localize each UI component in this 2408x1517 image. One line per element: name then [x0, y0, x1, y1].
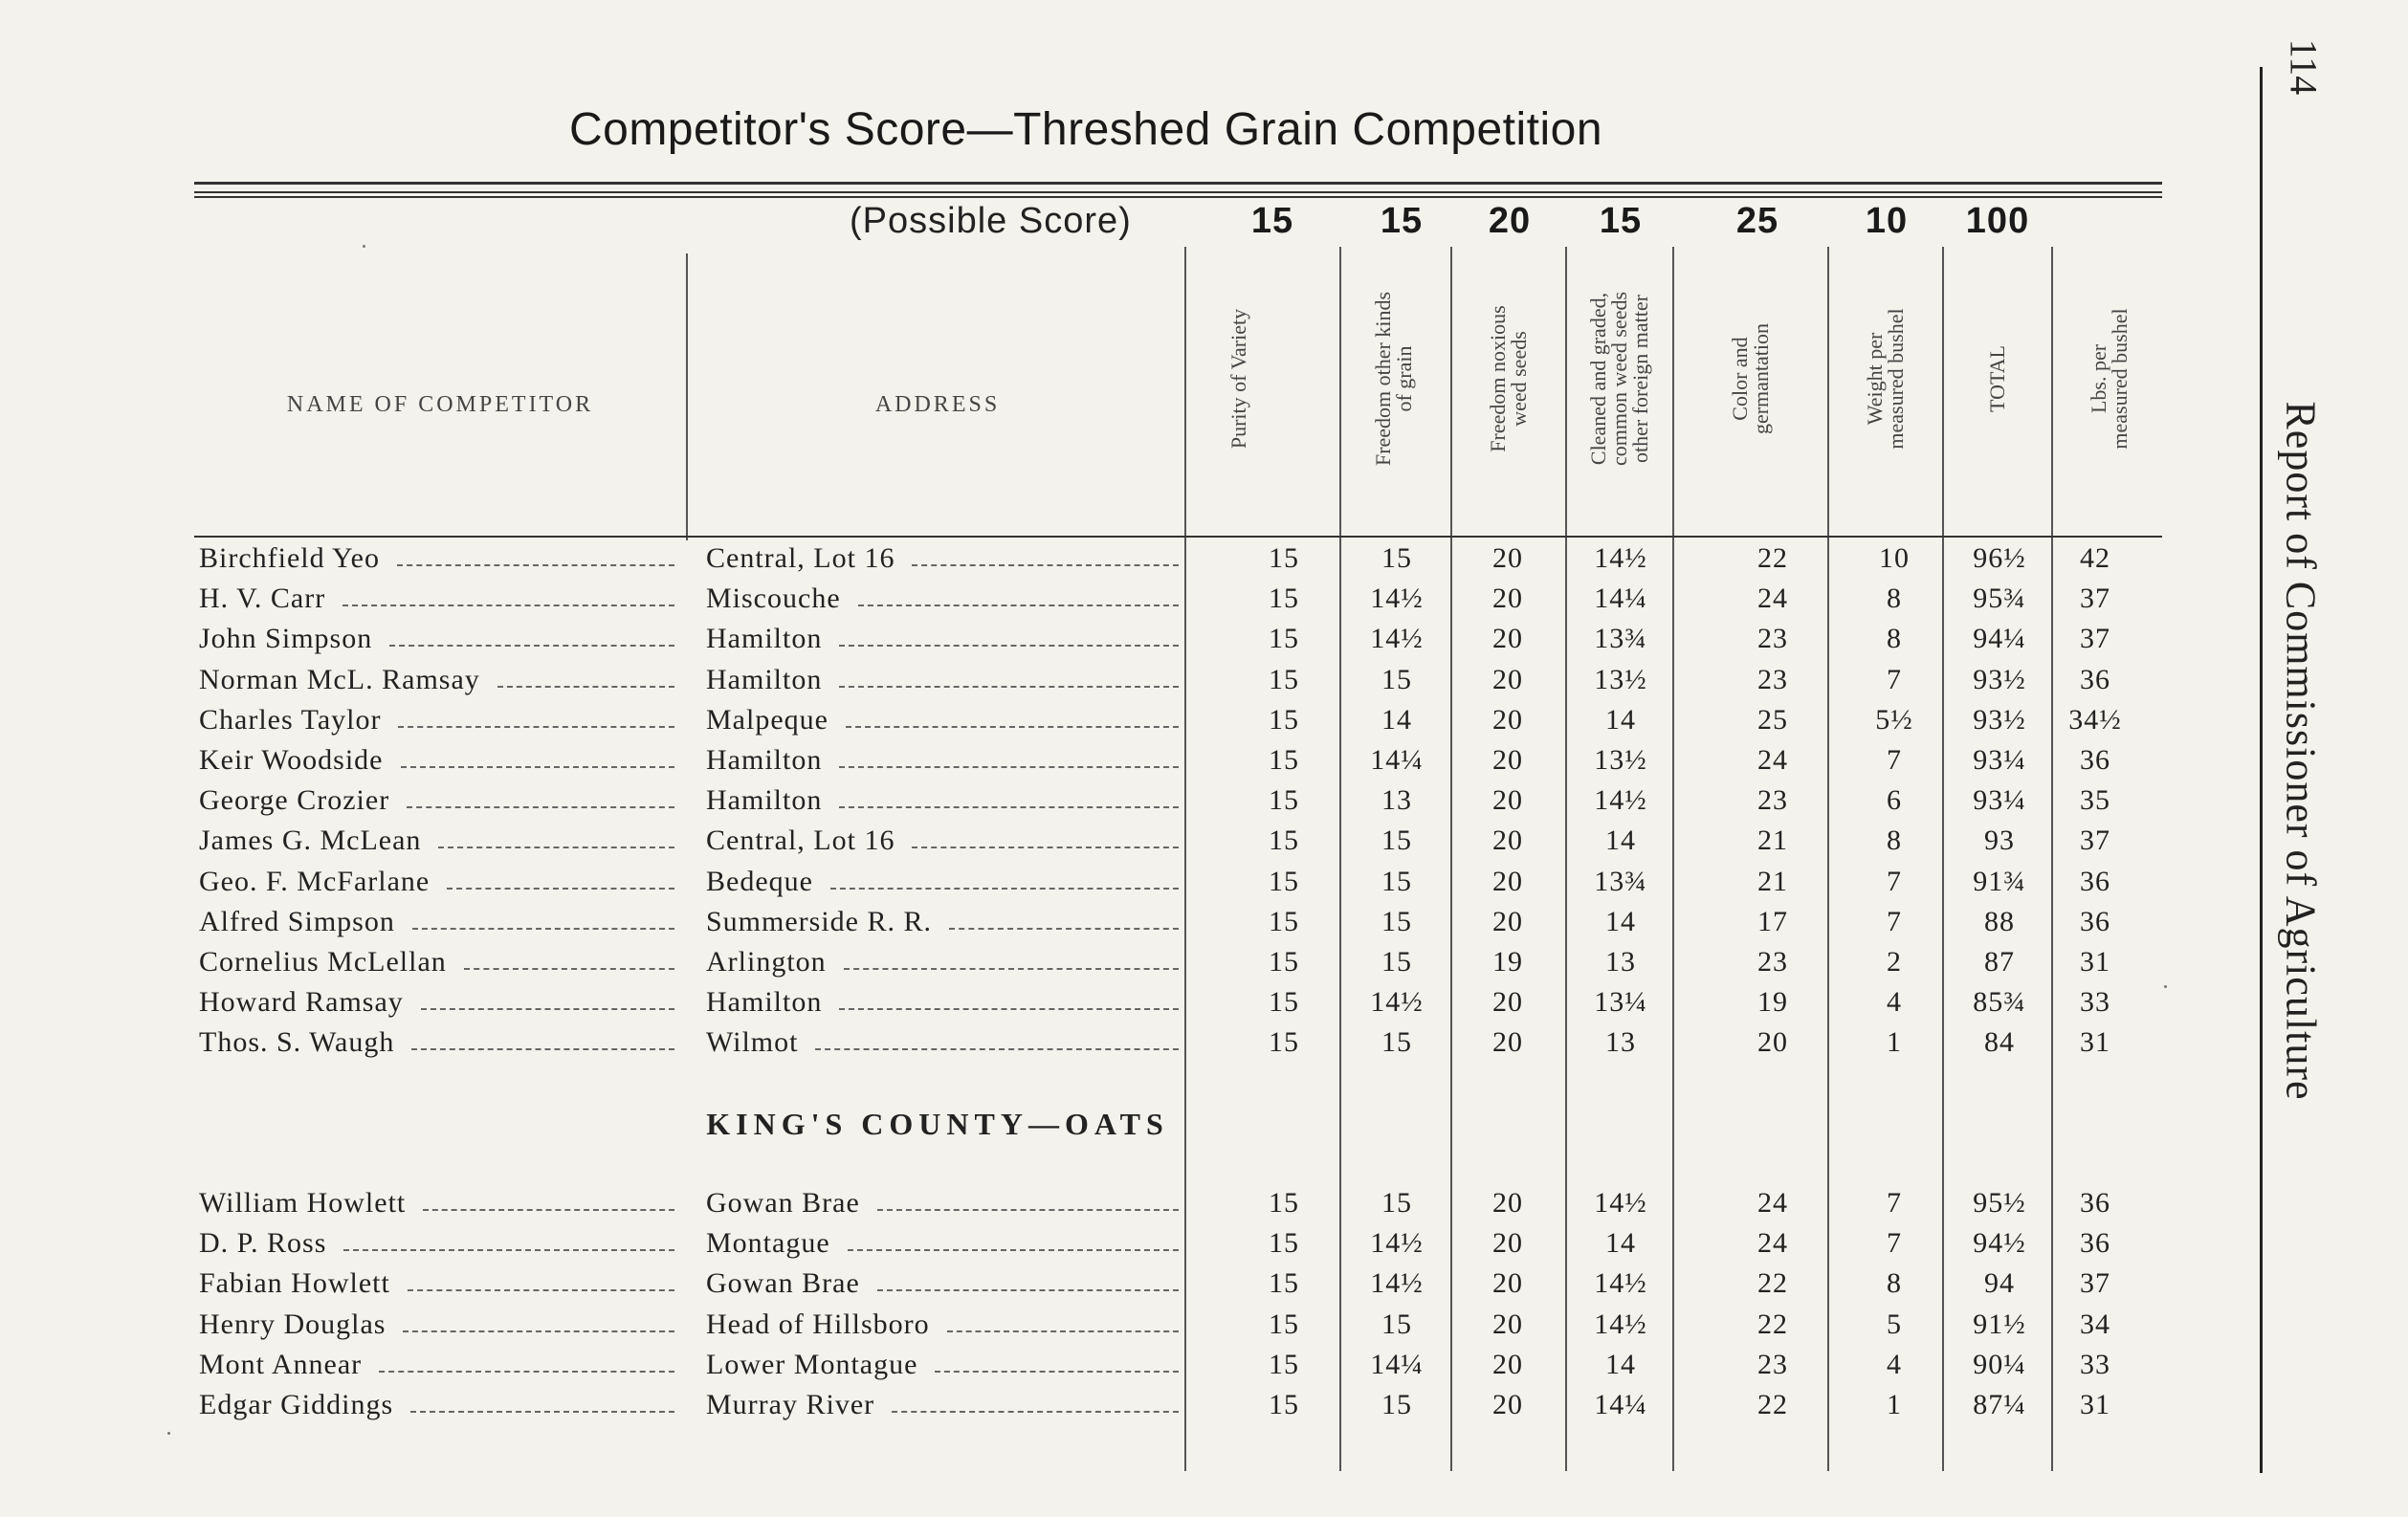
score-cell: 31 — [2080, 1389, 2110, 1420]
score-cell: 94½ — [1973, 1227, 2026, 1260]
score-cell: 19 — [1757, 986, 1788, 1019]
table-row — [0, 982, 2408, 1022]
competitor-name: H. V. Carr — [199, 583, 326, 615]
dot-leader — [401, 766, 674, 768]
score-cell: 96½ — [1973, 542, 2026, 574]
score-cell: 23 — [1757, 784, 1788, 817]
col-divider — [686, 253, 688, 540]
running-title: Report of Commissioner of Agriculture — [2277, 401, 2325, 1101]
competitor-name: Thos. S. Waugh — [199, 1026, 395, 1059]
possible-score-value: 15 — [1599, 201, 1643, 241]
score-cell: 8 — [1887, 824, 1902, 857]
dot-leader — [397, 564, 674, 566]
score-cell: 20 — [1492, 1187, 1523, 1219]
competitor-name: Henry Douglas — [199, 1308, 387, 1340]
score-cell: 88 — [1984, 905, 2015, 937]
competitor-name: Howard Ramsay — [199, 986, 404, 1019]
competitor-address: Hamilton — [706, 744, 823, 776]
competitor-name: James G. McLean — [199, 824, 422, 857]
score-cell: 85¾ — [1973, 986, 2026, 1019]
score-cell: 14½ — [1594, 1308, 1647, 1340]
table-row — [0, 1305, 2408, 1345]
score-cell: 2 — [1887, 946, 1902, 978]
score-cell: 93½ — [1973, 703, 2026, 736]
competitor-address: Wilmot — [706, 1026, 799, 1059]
score-cell: 7 — [1887, 744, 1902, 776]
table-row — [0, 700, 2408, 740]
dot-leader — [438, 846, 674, 848]
dot-leader — [839, 766, 1179, 768]
score-cell: 13 — [1605, 1026, 1636, 1059]
competitor-name: John Simpson — [199, 623, 373, 655]
score-cell: 20 — [1492, 905, 1523, 937]
score-cell: 15 — [1269, 946, 1299, 978]
score-cell: 14½ — [1370, 1227, 1424, 1260]
score-cell: 8 — [1887, 623, 1902, 655]
score-cell: 25 — [1757, 703, 1788, 736]
score-cell: 20 — [1492, 1267, 1523, 1300]
score-cell: 20 — [1492, 744, 1523, 776]
dot-leader — [947, 1330, 1179, 1332]
dot-leader — [935, 1371, 1179, 1373]
score-cell: 36 — [2080, 1187, 2110, 1219]
dot-leader — [844, 968, 1179, 970]
score-cell: 20 — [1492, 1026, 1523, 1059]
dot-leader — [858, 605, 1179, 606]
score-cell: 14½ — [1370, 583, 1424, 615]
competitor-address: Hamilton — [706, 986, 823, 1019]
top-rule-3 — [194, 196, 2162, 198]
header-weight: Weight per measured bushel — [1863, 308, 1908, 450]
score-cell: 15 — [1269, 1308, 1299, 1340]
competitor-name: Norman McL. Ramsay — [199, 663, 480, 695]
score-cell: 14¼ — [1594, 583, 1647, 615]
table-row — [0, 1345, 2408, 1385]
score-cell: 14 — [1605, 703, 1636, 736]
score-cell: 8 — [1887, 583, 1902, 615]
dot-leader — [830, 888, 1179, 890]
competitor-address: Bedeque — [706, 865, 813, 897]
score-cell: 15 — [1381, 663, 1412, 695]
table-row — [0, 1264, 2408, 1304]
table-row — [0, 780, 2408, 821]
score-cell: 31 — [2080, 1026, 2110, 1059]
score-cell: 7 — [1887, 663, 1902, 695]
dot-leader — [398, 726, 674, 728]
score-cell: 14½ — [1594, 1267, 1647, 1300]
header-name: NAME OF COMPETITOR — [286, 392, 594, 417]
competitor-address: Lower Montague — [706, 1348, 918, 1380]
competitor-name: Mont Annear — [199, 1348, 363, 1380]
competitor-name: Cornelius McLellan — [199, 946, 447, 978]
score-cell: 14½ — [1594, 542, 1647, 574]
score-cell: 15 — [1269, 784, 1299, 817]
score-cell: 15 — [1381, 1187, 1412, 1219]
score-cell: 20 — [1492, 583, 1523, 615]
score-cell: 7 — [1887, 905, 1902, 937]
competitor-name: Edgar Giddings — [199, 1389, 394, 1420]
score-cell: 14 — [1605, 824, 1636, 857]
competitor-address: Central, Lot 16 — [706, 542, 895, 574]
table-row — [0, 660, 2408, 700]
score-cell: 36 — [2080, 1227, 2110, 1260]
header-address: ADDRESS — [874, 392, 1001, 417]
score-cell: 7 — [1887, 865, 1902, 897]
dot-leader — [892, 1411, 1179, 1413]
score-cell: 20 — [1492, 1308, 1523, 1340]
score-cell: 20 — [1492, 784, 1523, 817]
dot-leader — [421, 1008, 674, 1010]
score-cell: 36 — [2080, 744, 2110, 776]
score-cell: 24 — [1757, 1187, 1788, 1219]
score-cell: 15 — [1269, 1389, 1299, 1420]
table-row — [0, 579, 2408, 619]
dot-leader — [464, 968, 674, 970]
score-cell: 21 — [1757, 865, 1788, 897]
dot-leader — [912, 564, 1179, 566]
possible-score-value: 20 — [1488, 201, 1532, 241]
score-cell: 33 — [2080, 986, 2110, 1019]
score-cell: 93¼ — [1973, 744, 2026, 776]
score-cell: 87¼ — [1973, 1389, 2026, 1420]
score-cell: 22 — [1757, 1308, 1788, 1340]
table-row — [0, 1022, 2408, 1063]
table-row — [0, 619, 2408, 659]
score-cell: 94¼ — [1973, 623, 2026, 655]
score-cell: 19 — [1492, 946, 1523, 978]
score-cell: 91¾ — [1973, 865, 2026, 897]
score-cell: 15 — [1269, 1267, 1299, 1300]
dot-leader — [342, 605, 674, 606]
dot-leader — [412, 928, 674, 930]
section-heading: KING'S COUNTY—OATS — [706, 1107, 1169, 1141]
score-cell: 22 — [1757, 542, 1788, 574]
dot-leader — [839, 1008, 1179, 1010]
table-row — [0, 1183, 2408, 1223]
header-cleaned: Cleaned and graded, common weed seeds other foreign matter — [1586, 291, 1652, 467]
dot-leader — [379, 1371, 674, 1373]
score-cell: 20 — [1492, 542, 1523, 574]
competitor-name: William Howlett — [199, 1187, 407, 1219]
header-freedom-grain: Freedom other kinds of grain — [1371, 291, 1416, 467]
competitor-name: George Crozier — [199, 784, 390, 817]
score-cell: 14¼ — [1370, 744, 1424, 776]
score-cell: 37 — [2080, 583, 2110, 615]
top-rule-2 — [194, 191, 2162, 193]
score-cell: 14½ — [1594, 784, 1647, 817]
score-cell: 15 — [1269, 1348, 1299, 1380]
score-cell: 17 — [1757, 905, 1788, 937]
score-cell: 15 — [1269, 865, 1299, 897]
score-cell: 15 — [1269, 623, 1299, 655]
page-number: 114 — [2282, 38, 2326, 96]
score-cell: 14 — [1381, 703, 1412, 736]
score-cell: 20 — [1492, 663, 1523, 695]
score-cell: 20 — [1492, 986, 1523, 1019]
possible-score-value: 15 — [1250, 201, 1294, 241]
score-cell: 5 — [1887, 1308, 1902, 1340]
score-cell: 7 — [1887, 1187, 1902, 1219]
score-cell: 13¾ — [1594, 623, 1647, 655]
score-cell: 14½ — [1594, 1187, 1647, 1219]
possible-score-value: 15 — [1380, 201, 1424, 241]
score-cell: 8 — [1887, 1267, 1902, 1300]
score-cell: 13 — [1381, 784, 1412, 817]
score-cell: 36 — [2080, 865, 2110, 897]
top-rule-1 — [194, 182, 2162, 185]
dot-leader — [407, 806, 674, 808]
score-cell: 95¾ — [1973, 583, 2026, 615]
score-cell: 15 — [1269, 583, 1299, 615]
competitor-address: Hamilton — [706, 663, 823, 695]
score-cell: 7 — [1887, 1227, 1902, 1260]
score-cell: 1 — [1887, 1389, 1902, 1420]
score-cell: 14¼ — [1594, 1389, 1647, 1420]
score-cell: 36 — [2080, 905, 2110, 937]
dot-leader — [912, 846, 1179, 848]
score-cell: 13½ — [1594, 744, 1647, 776]
score-cell: 93¼ — [1973, 784, 2026, 817]
competitor-address: Malpeque — [706, 703, 828, 736]
score-cell: 21 — [1757, 824, 1788, 857]
score-cell: 23 — [1757, 1348, 1788, 1380]
score-cell: 90¼ — [1973, 1348, 2026, 1380]
score-cell: 93½ — [1973, 663, 2026, 695]
score-cell: 37 — [2080, 1267, 2110, 1300]
competitor-address: Murray River — [706, 1389, 875, 1420]
dot-leader — [447, 888, 674, 890]
print-speck — [2164, 985, 2167, 988]
page-title: Competitor's Score—Threshed Grain Competition — [568, 104, 1603, 155]
dot-leader — [848, 1249, 1179, 1251]
score-cell: 20 — [1492, 865, 1523, 897]
score-cell: 22 — [1757, 1267, 1788, 1300]
score-cell: 36 — [2080, 663, 2110, 695]
score-cell: 15 — [1381, 1308, 1412, 1340]
score-cell: 15 — [1269, 1227, 1299, 1260]
possible-score-value: 25 — [1735, 201, 1779, 241]
table-row — [0, 1223, 2408, 1264]
dot-leader — [846, 726, 1179, 728]
score-cell: 14¼ — [1370, 1348, 1424, 1380]
score-cell: 42 — [2080, 542, 2110, 574]
score-cell: 20 — [1492, 824, 1523, 857]
dot-leader — [408, 1289, 674, 1291]
score-cell: 14 — [1605, 1348, 1636, 1380]
score-cell: 20 — [1492, 1227, 1523, 1260]
header-total: TOTAL — [1985, 345, 2009, 412]
header-lbs: Lbs. per measured bushel — [2087, 308, 2132, 450]
score-cell: 13¾ — [1594, 865, 1647, 897]
table-row — [0, 1385, 2408, 1425]
competitor-address: Montague — [706, 1227, 830, 1260]
competitor-address: Arlington — [706, 946, 827, 978]
score-cell: 15 — [1381, 1026, 1412, 1059]
score-cell: 14½ — [1370, 1267, 1424, 1300]
score-cell: 5½ — [1875, 703, 1913, 736]
score-cell: 14 — [1605, 1227, 1636, 1260]
competitor-address: Central, Lot 16 — [706, 824, 895, 857]
print-speck — [363, 245, 365, 248]
table-row — [0, 821, 2408, 861]
score-cell: 34 — [2080, 1308, 2110, 1340]
competitor-address: Gowan Brae — [706, 1187, 860, 1219]
score-cell: 20 — [1492, 1348, 1523, 1380]
score-cell: 15 — [1269, 663, 1299, 695]
score-cell: 15 — [1269, 542, 1299, 574]
score-cell: 23 — [1757, 663, 1788, 695]
score-cell: 93 — [1984, 824, 2015, 857]
score-cell: 23 — [1757, 623, 1788, 655]
table-row — [0, 862, 2408, 902]
table-row — [0, 942, 2408, 982]
score-cell: 15 — [1381, 824, 1412, 857]
score-cell: 14½ — [1370, 986, 1424, 1019]
score-cell: 15 — [1381, 905, 1412, 937]
possible-score-value: 10 — [1865, 201, 1909, 241]
dot-leader — [410, 1411, 674, 1413]
possible-score-label: (Possible Score) — [850, 201, 1132, 241]
score-cell: 15 — [1269, 905, 1299, 937]
dot-leader — [411, 1048, 674, 1050]
score-cell: 94 — [1984, 1267, 2015, 1300]
score-cell: 20 — [1492, 703, 1523, 736]
competitor-name: Charles Taylor — [199, 703, 382, 736]
score-cell: 13 — [1605, 946, 1636, 978]
table-row — [0, 902, 2408, 942]
score-cell: 37 — [2080, 623, 2110, 655]
competitor-address: Gowan Brae — [706, 1267, 860, 1300]
score-cell: 15 — [1269, 1026, 1299, 1059]
score-cell: 24 — [1757, 1227, 1788, 1260]
dot-leader — [343, 1249, 674, 1251]
dot-leader — [839, 806, 1179, 808]
score-cell: 20 — [1492, 1389, 1523, 1420]
dot-leader — [877, 1289, 1179, 1291]
dot-leader — [949, 928, 1179, 930]
score-cell: 24 — [1757, 583, 1788, 615]
score-cell: 34½ — [2068, 703, 2122, 736]
dot-leader — [815, 1048, 1179, 1050]
table-row — [0, 740, 2408, 780]
score-cell: 20 — [1492, 623, 1523, 655]
competitor-name: D. P. Ross — [199, 1227, 327, 1260]
competitor-name: Geo. F. McFarlane — [199, 865, 431, 897]
competitor-name: Birchfield Yeo — [199, 542, 380, 574]
competitor-address: Head of Hillsboro — [706, 1308, 930, 1340]
competitor-address: Miscouche — [706, 583, 841, 615]
score-cell: 4 — [1887, 1348, 1902, 1380]
score-cell: 33 — [2080, 1348, 2110, 1380]
header-bottom-rule — [194, 536, 2162, 538]
score-cell: 13½ — [1594, 663, 1647, 695]
competitor-address: Summerside R. R. — [706, 905, 933, 937]
score-cell: 15 — [1269, 1187, 1299, 1219]
score-cell: 14 — [1605, 905, 1636, 937]
competitor-address: Hamilton — [706, 623, 823, 655]
dot-leader — [389, 645, 674, 647]
score-cell: 15 — [1381, 865, 1412, 897]
score-cell: 20 — [1757, 1026, 1788, 1059]
score-cell: 15 — [1269, 744, 1299, 776]
score-cell: 95½ — [1973, 1187, 2026, 1219]
possible-score-value: 100 — [1965, 201, 2030, 241]
score-cell: 6 — [1887, 784, 1902, 817]
table-row — [0, 539, 2408, 579]
score-cell: 84 — [1984, 1026, 2015, 1059]
competitor-name: Fabian Howlett — [199, 1267, 390, 1300]
score-cell: 10 — [1879, 542, 1910, 574]
score-cell: 31 — [2080, 946, 2110, 978]
dot-leader — [839, 645, 1179, 647]
score-cell: 15 — [1269, 824, 1299, 857]
score-cell: 91½ — [1973, 1308, 2026, 1340]
score-cell: 22 — [1757, 1389, 1788, 1420]
score-cell: 15 — [1269, 703, 1299, 736]
dot-leader — [877, 1209, 1179, 1211]
score-cell: 1 — [1887, 1026, 1902, 1059]
competitor-name: Alfred Simpson — [199, 905, 395, 937]
score-cell: 15 — [1381, 946, 1412, 978]
score-cell: 35 — [2080, 784, 2110, 817]
dot-leader — [403, 1330, 674, 1332]
header-freedom-noxious: Freedom noxious weed seeds — [1486, 305, 1531, 452]
score-cell: 24 — [1757, 744, 1788, 776]
score-cell: 14½ — [1370, 623, 1424, 655]
header-purity: Purity of Variety — [1226, 308, 1250, 450]
header-color: Color and germantation — [1728, 322, 1773, 435]
score-cell: 37 — [2080, 824, 2110, 857]
dot-leader — [497, 686, 674, 688]
score-cell: 87 — [1984, 946, 2015, 978]
score-cell: 23 — [1757, 946, 1788, 978]
score-cell: 15 — [1269, 986, 1299, 1019]
score-cell: 4 — [1887, 986, 1902, 1019]
print-speck — [167, 1432, 170, 1435]
score-cell: 15 — [1381, 542, 1412, 574]
dot-leader — [839, 686, 1179, 688]
competitor-name: Keir Woodside — [199, 744, 384, 776]
competitor-address: Hamilton — [706, 784, 823, 817]
score-cell: 15 — [1381, 1389, 1412, 1420]
score-cell: 13¼ — [1594, 986, 1647, 1019]
dot-leader — [423, 1209, 674, 1211]
